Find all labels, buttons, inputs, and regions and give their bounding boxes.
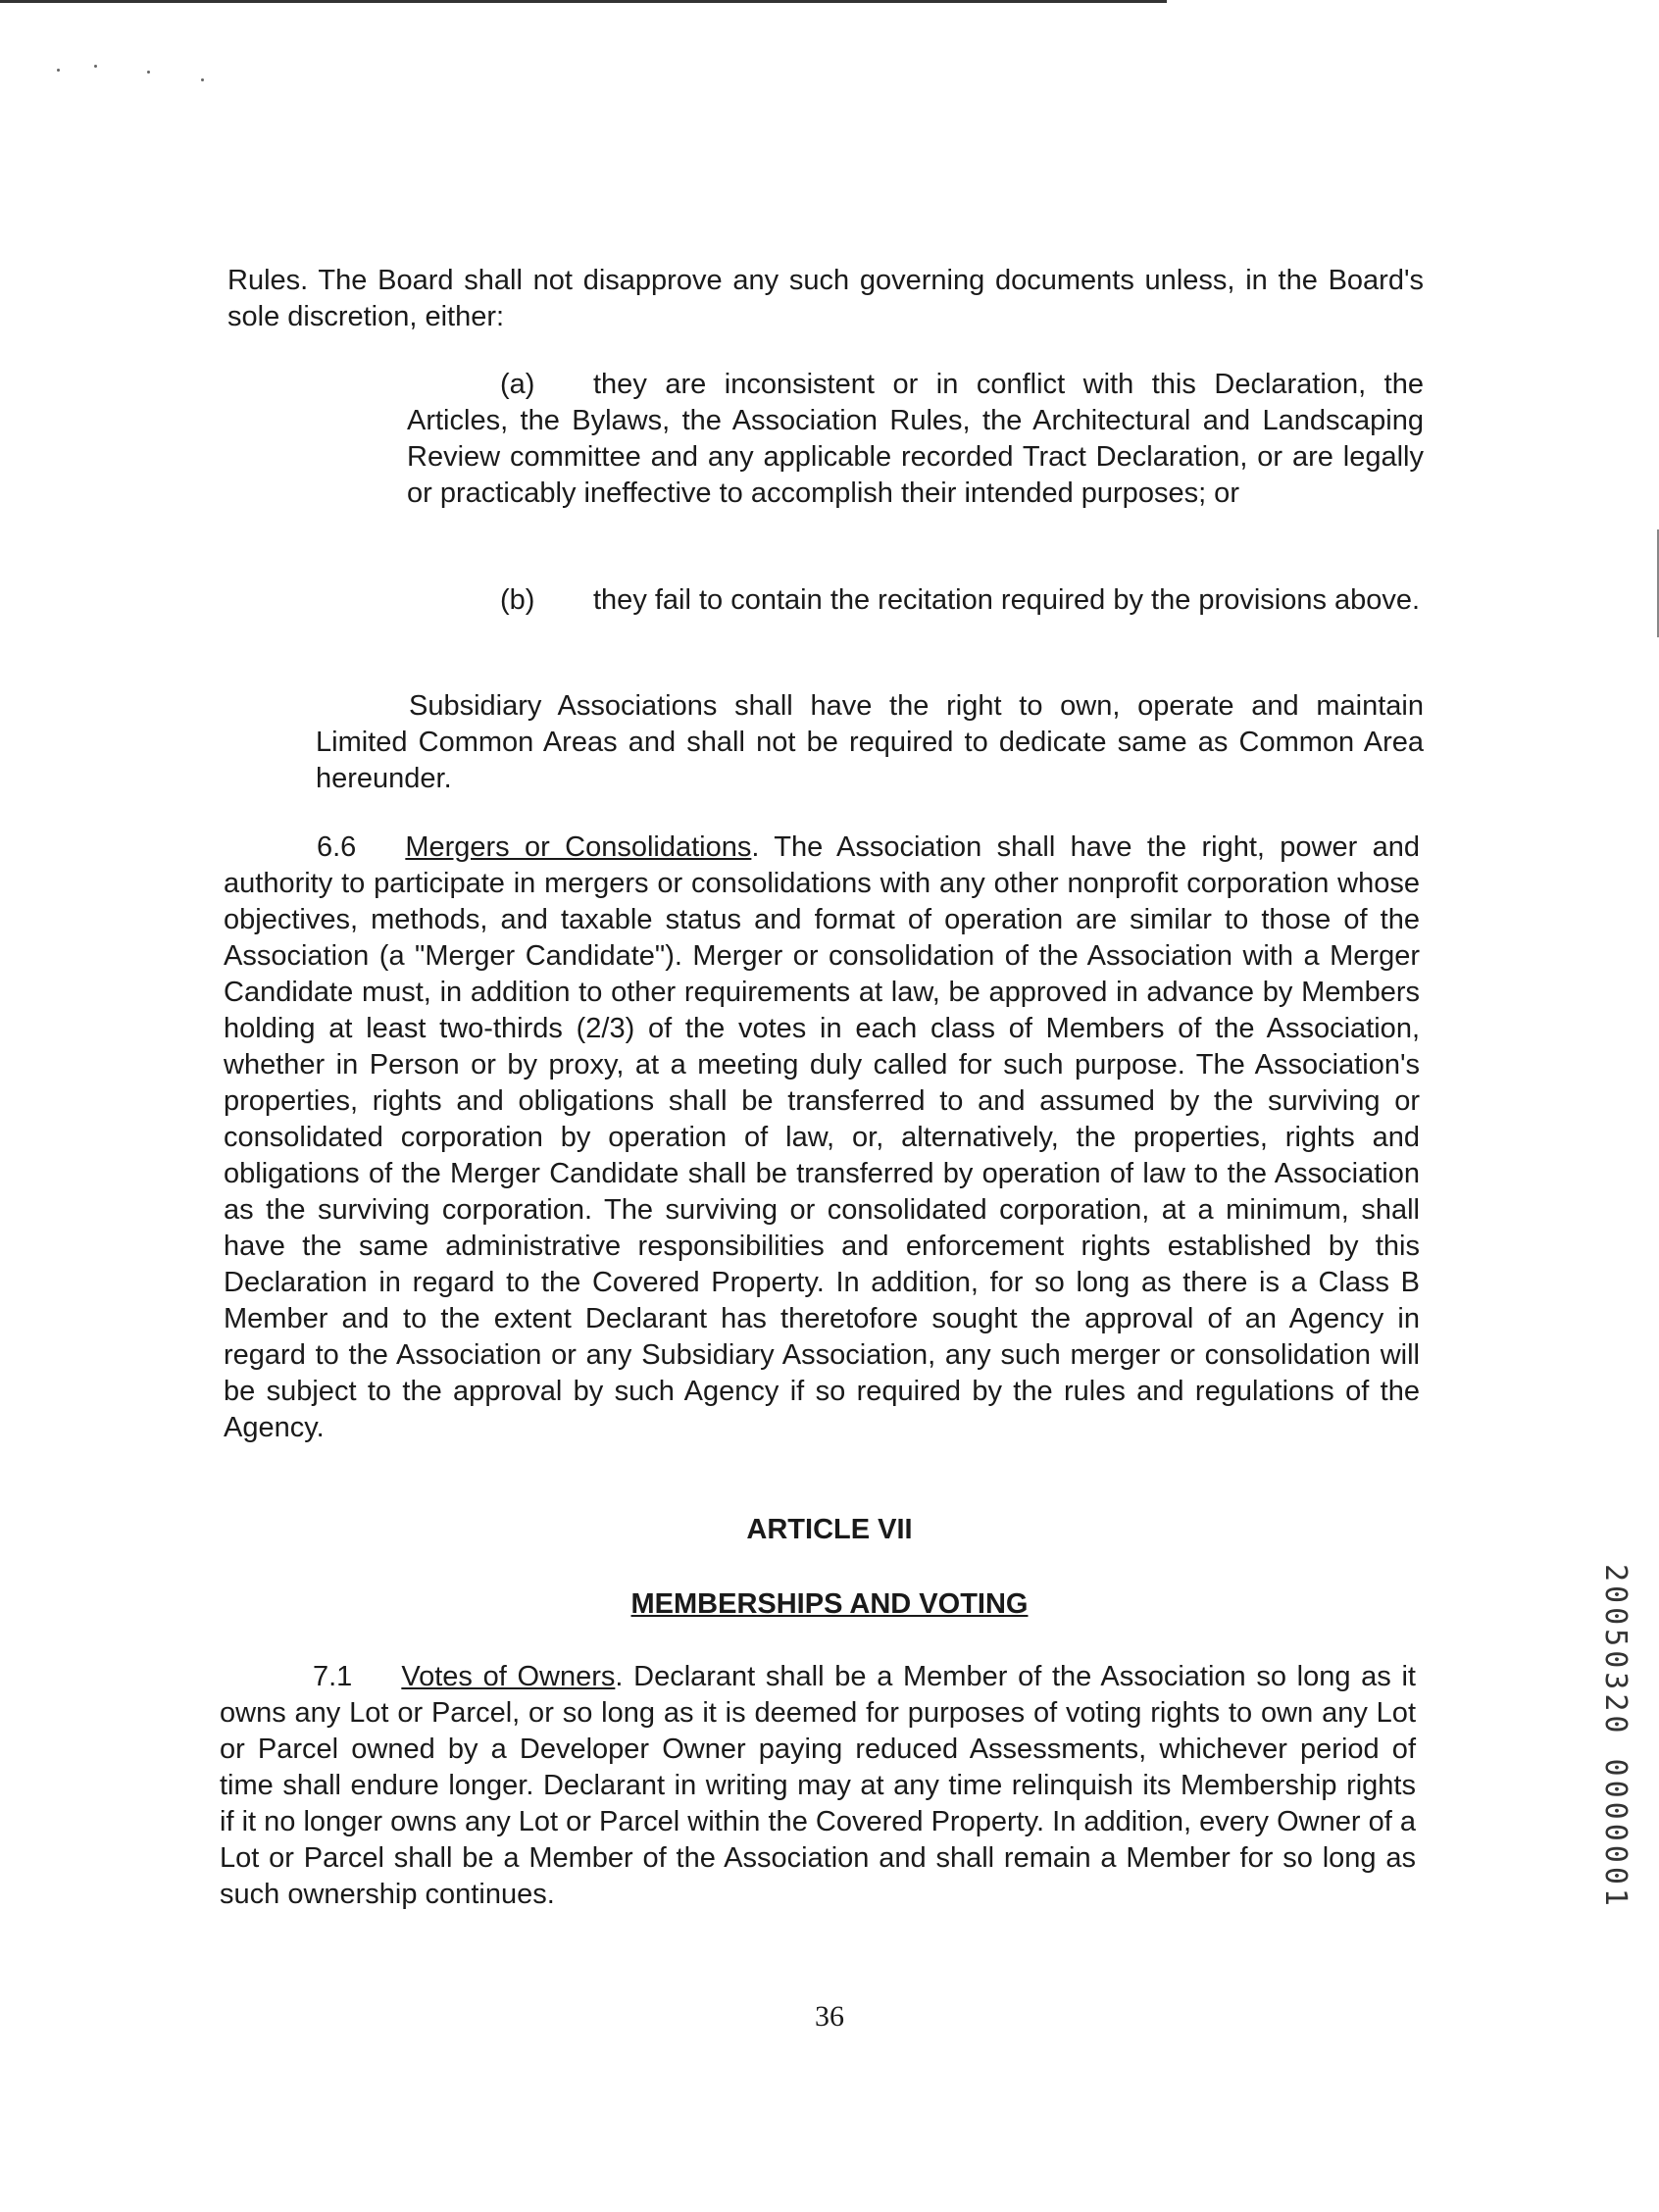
article-heading: ARTICLE VII [746,1514,913,1545]
item-b-paragraph [407,582,1424,619]
section-7-1-paragraph [220,1659,1416,1913]
section-6-6-text: . The Association shall have the right, power and authority to participate in mergers or consolidations with any other nonprofit corporation whose objectives, methods, and taxable status and format of operation are similar to those of the Association (a "Merger Candidate"). Merger or consolidation of the Association with a Merger Candidate must, in addition to other requirements at law, be approved in advance by Members holding at least two-thirds (2/3) of the votes in each class of Members of the Association, whether in Person or by proxy, at a meeting duly called for such purpose. The Association's properties, rights and obligations shall be transferred to and assumed by the surviving or consolidated corporation by operation of law, or, alternatively, the properties, rights and obligations of the Merger Candidate shall be transferred by operation of law to the Association as the surviving corporation. The surviving or consolidated corporation, at a minimum, shall have the same administrative responsibilities and enforcement rights established by this Declaration in regard to the Covered Property. In addition, for so long as there is a Class B Member and to the extent Declarant has theretofore sought the approval of an Agency in regard to the Association or any Subsidiary Association, any such merger or consolidation will be subject to the approval by such Agency if so required by the rules and regulations of the Agency. [224,831,1420,1443]
scan-speck [94,65,97,68]
item-a-label: (a) [500,369,535,400]
page-number: 36 [815,2000,844,2033]
recording-stamp: 20050320 0000001 [1598,1564,1633,1910]
item-a-text: they are inconsistent or in conflict with this Declaration, the Articles, the Bylaws, the Association Rules, the Architectural and Landscaping Review committee and any applicable recorded Tract Declaration, or are legally or practicably ineffective to accomplish their intended purposes; or [407,369,1424,509]
item-b-text: they fail to contain the recitation required by the provisions above. [593,584,1421,616]
item-b-label: (b) [500,584,535,616]
section-6-6-number: 6.6 [317,831,357,863]
intro-paragraph: Rules. The Board shall not disapprove any such governing documents unless, in the Board's sole discretion, either: [227,265,1424,332]
section-7-1-text: . Declarant shall be a Member of the Association so long as it owns any Lot or Parcel, or so long as it is deemed for purposes of voting rights to own any Lot or Parcel owned by a Developer Owner paying reduced Assessments, whichever period of time shall endure longer. Declarant in writing may at any time relinquish its Membership rights if it no longer owns any Lot or Parcel within the Covered Property. In addition, every Owner of a Lot or Parcel shall be a Member of the Association and shall remain a Member for so long as such ownership continues. [220,1661,1416,1910]
scan-speck [147,71,150,74]
scan-top-edge [0,0,1167,3]
scan-speck [201,78,204,81]
section-7-1-title: Votes of Owners [401,1661,616,1692]
subsidiary-paragraph: Subsidiary Associations shall have the right to own, operate and maintain Limited Common Areas and shall not be required to dedicate same as Common Area hereunder. [316,690,1424,794]
item-a-paragraph [407,367,1424,512]
scan-speck [57,69,60,72]
article-title: MEMBERSHIPS AND VOTING [630,1588,1029,1620]
section-7-1-number: 7.1 [313,1661,353,1692]
section-6-6-paragraph [224,830,1420,1446]
section-6-6-title: Mergers or Consolidations [405,831,752,863]
